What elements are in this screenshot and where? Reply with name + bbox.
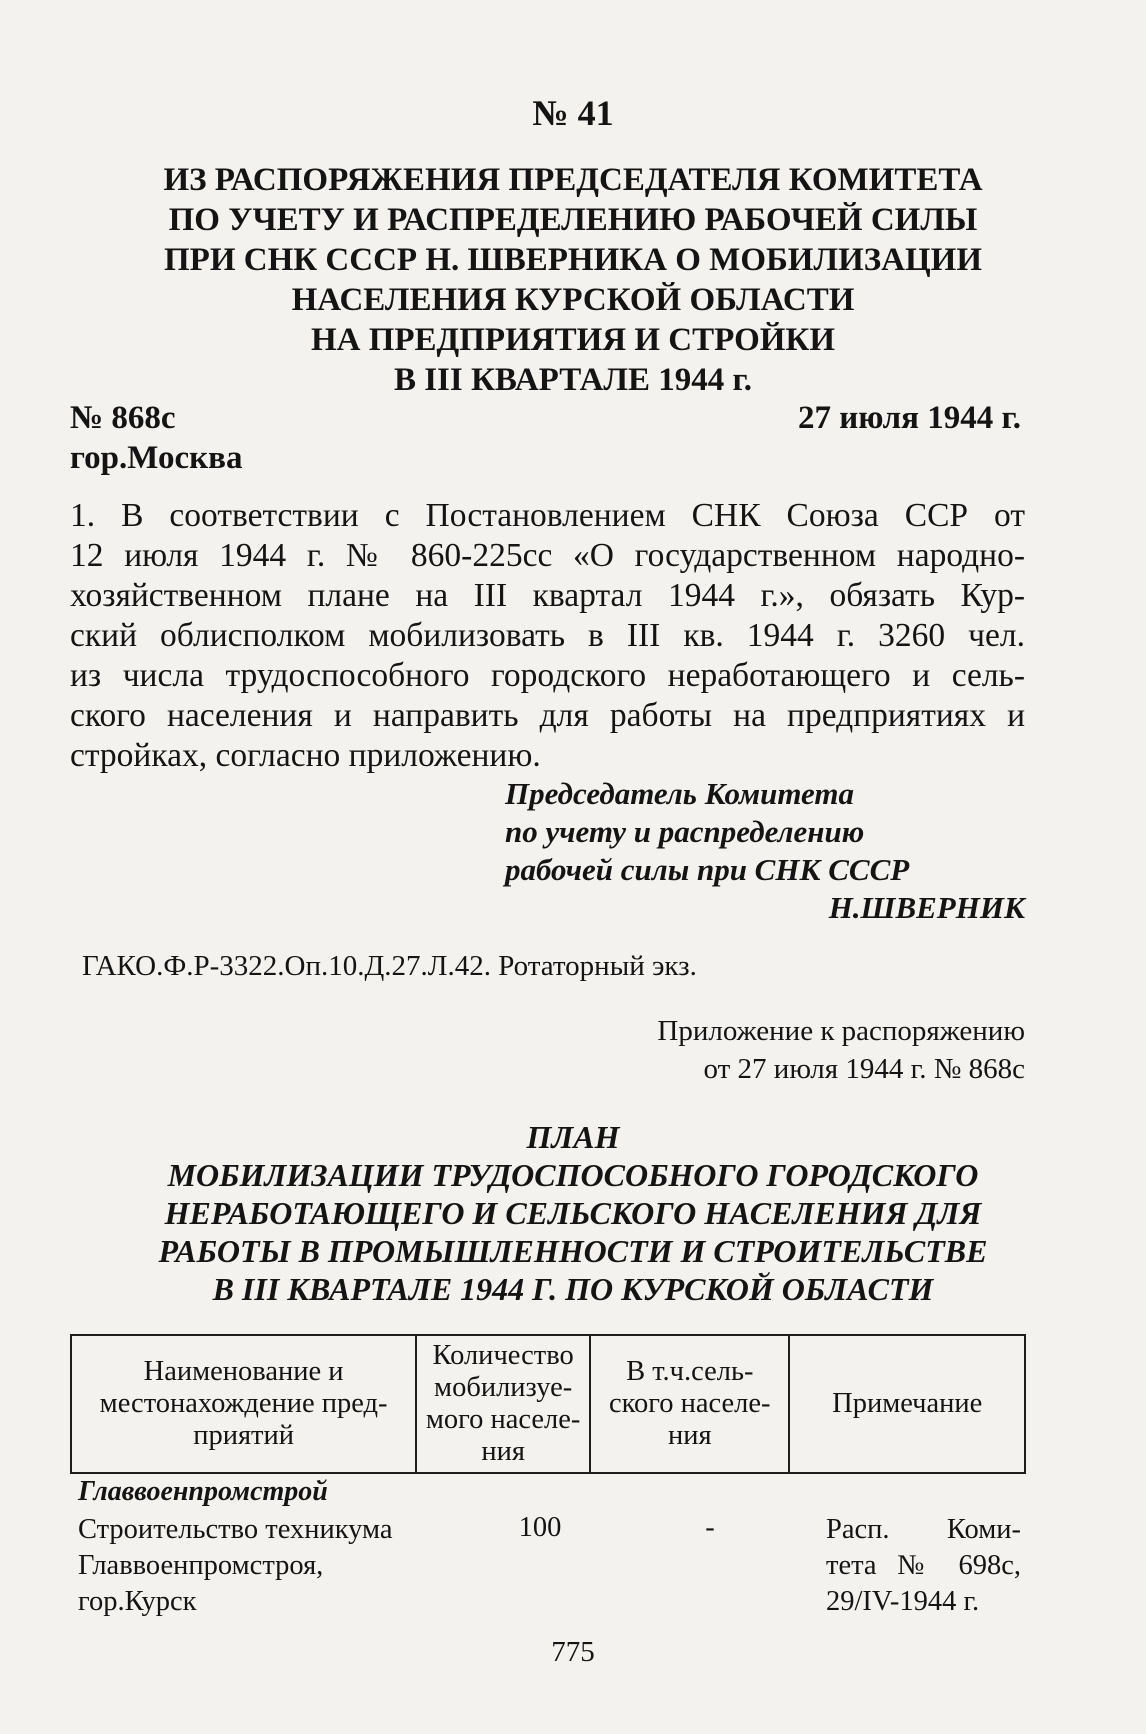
table-cell-note: Расп. Коми- тета № 698с, 29/IV-1944 г. bbox=[826, 1514, 1021, 1617]
appendix-line: Приложение к распоряжению bbox=[657, 1015, 1025, 1047]
plan-table bbox=[70, 1334, 1026, 1474]
table-cell-rural: - bbox=[705, 1512, 715, 1543]
plan-title-line: В III КВАРТАЛЕ 1944 Г. ПО КУРСКОЙ ОБЛАСТИ bbox=[212, 1271, 934, 1307]
plan-title-line: МОБИЛИЗАЦИИ ТРУДОСПОСОБНОГО ГОРОДСКОГО bbox=[167, 1157, 979, 1193]
table-header-row bbox=[71, 1335, 1025, 1473]
paragraph-line: 12 июля 1944 г. № 860-225сс «О государственном народно- bbox=[70, 537, 1025, 574]
table-cell-enterprise: Строительство техникума Главвоенпромстроя, гор.Курск bbox=[78, 1514, 393, 1617]
paragraph-line: ский облисполком мобилизовать в III кв. 1944 г. 3260 чел. bbox=[70, 617, 1025, 654]
title-line: ПРИ СНК СССР Н. ШВЕРНИКА О МОБИЛИЗАЦИИ bbox=[164, 242, 982, 278]
paragraph-line: из числа трудоспособного городского неработающего и сель- bbox=[70, 657, 1025, 694]
paragraph-line: стройках, согласно приложению. bbox=[70, 737, 541, 774]
plan-title-line: НЕРАБОТАЮЩЕГО И СЕЛЬСКОГО НАСЕЛЕНИЯ ДЛЯ bbox=[164, 1195, 982, 1231]
archive-reference: ГАКО.Ф.Р-3322.Оп.10.Д.27.Л.42. Ротаторный экз. bbox=[82, 950, 697, 982]
document-number: № 41 bbox=[532, 93, 614, 133]
table-cell-count: 100 bbox=[518, 1512, 562, 1543]
plan-title-line: РАБОТЫ В ПРОМЫШЛЕННОСТИ И СТРОИТЕЛЬСТВЕ bbox=[158, 1233, 988, 1269]
paragraph-line: хозяйственном плане на III квартал 1944 г.», обязать Кур- bbox=[70, 577, 1025, 614]
order-number: № 868с bbox=[70, 400, 176, 436]
order-city: гор.Москва bbox=[70, 440, 243, 476]
title-line: В III КВАРТАЛЕ 1944 г. bbox=[393, 362, 753, 398]
appendix-note bbox=[605, 1012, 1025, 1088]
header-count: Количество мобилизуе- мого населе- ния bbox=[416, 1335, 590, 1473]
signature-line: Председатель Комитета bbox=[505, 776, 855, 811]
page-number: 775 bbox=[551, 1636, 595, 1668]
plan-title-line: ПЛАН bbox=[526, 1119, 620, 1155]
header-enterprise: Наименование и местонахождение пред- приятий bbox=[71, 1335, 416, 1473]
header-rural: В т.ч.сель- ского населе- ния bbox=[590, 1335, 789, 1473]
title-line: НА ПРЕДПРИЯТИЯ И СТРОЙКИ bbox=[310, 322, 836, 358]
title-line: ПО УЧЕТУ И РАСПРЕДЕЛЕНИЮ РАБОЧЕЙ СИЛЫ bbox=[168, 202, 978, 238]
appendix-line: от 27 июля 1944 г. № 868с bbox=[703, 1053, 1025, 1085]
signature-name: Н.ШВЕРНИК bbox=[828, 890, 1025, 925]
paragraph-line: ского населения и направить для работы на предприятиях и bbox=[70, 697, 1025, 734]
plan-title bbox=[60, 1118, 1086, 1308]
table-section-heading: Главвоенпромстрой bbox=[78, 1476, 328, 1507]
signature-line: рабочей силы при СНК СССР bbox=[505, 852, 910, 887]
order-date: 27 июля 1944 г. bbox=[797, 400, 1021, 436]
title-line: НАСЕЛЕНИЯ КУРСКОЙ ОБЛАСТИ bbox=[291, 282, 855, 318]
paragraph-line: 1. В соответствии с Постановлением СНК Союза ССР от bbox=[70, 497, 1025, 534]
signature-line: по учету и распределению bbox=[505, 814, 865, 849]
title-line: ИЗ РАСПОРЯЖЕНИЯ ПРЕДСЕДАТЕЛЯ КОМИТЕТА bbox=[163, 162, 983, 198]
signature-block bbox=[505, 775, 1025, 927]
order-paragraph bbox=[70, 496, 1025, 776]
document-title bbox=[60, 160, 1086, 400]
header-note: Примечание bbox=[789, 1335, 1025, 1473]
